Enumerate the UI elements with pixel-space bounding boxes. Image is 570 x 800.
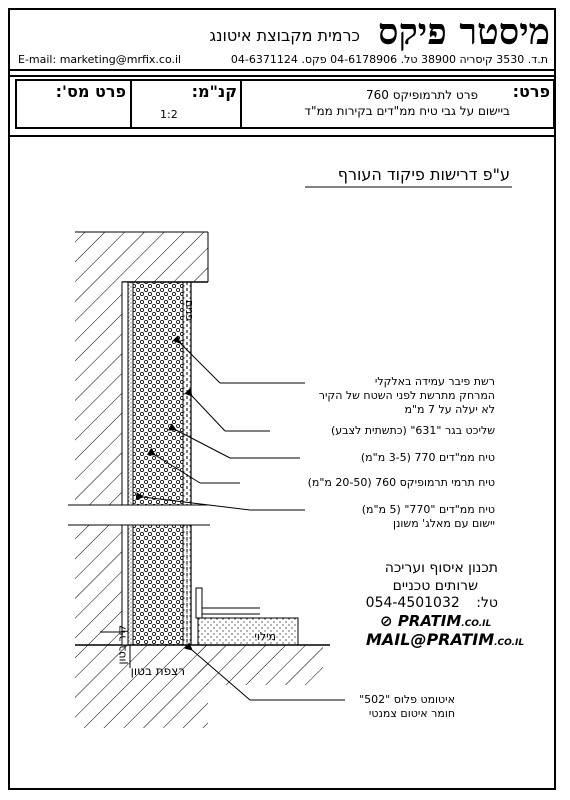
brand-name: PRATIM — [397, 612, 462, 630]
brand-mail — [366, 630, 524, 649]
callout-line: טיח ממ"דים 770 (3-5 מ"מ) — [360, 451, 495, 464]
label-concrete-floor: רצפת בטון — [130, 664, 185, 678]
concrete-floor — [198, 645, 323, 685]
callout-line: המרחק מתרשת לפני השטח של הקיר — [318, 389, 495, 402]
callout-thermal-plaster — [308, 476, 495, 489]
brand-suffix: .CO.IL — [461, 619, 492, 629]
contact-line: ת.ד. 3530 קיסריה 38900 טל. 04-6178906 פקס. 04-6371124 — [230, 53, 548, 66]
label-concrete-wall: קיר בטון — [115, 625, 128, 665]
detail-number-label: פרט מס': — [55, 82, 126, 101]
detail-title-line1: פרט לתרמופיקס 760 — [366, 88, 478, 102]
callout-line: לא יעלה על 7 מ"מ — [404, 403, 495, 416]
callout-shelter-plaster-thin — [361, 451, 495, 464]
phone-number: 054-4501032 — [365, 595, 460, 611]
callout-line: איטומט פלוס "502" — [359, 693, 455, 706]
callout-sealant — [359, 693, 455, 721]
credits-phone-row — [366, 595, 498, 611]
callout-line: רשת פיבר עמידה באלקלי — [374, 375, 495, 388]
label-plinth: מילוי — [254, 630, 276, 643]
scale-label: קנ"מ: — [191, 82, 237, 101]
callout-finish-coat — [331, 424, 495, 437]
callout-line: שליכט בגר "631" (כתשתית לצבע) — [330, 424, 495, 437]
mail-name: MAIL@PRATIM — [366, 630, 495, 649]
thermal-plaster-upper — [133, 282, 183, 505]
callout-line: טיח ממ"דים "770" (5 מ"מ) — [361, 503, 495, 516]
skirting — [196, 588, 202, 618]
credits-line1: תכנון איסוף ועריכה — [384, 560, 498, 576]
callout-mesh — [319, 375, 495, 417]
detail-label: פרט: — [512, 82, 550, 101]
scale-value: 1:2 — [160, 108, 178, 121]
callout-shelter-plaster — [362, 503, 495, 531]
label-interior: פנים — [183, 300, 196, 322]
callout-line: יישום עם מאלג' משונן — [393, 517, 495, 530]
callout-line: חומר איטום צמנטי — [368, 707, 455, 720]
mail-suffix: .CO.IL — [494, 638, 525, 648]
floor-fill — [198, 618, 298, 645]
drawing-subtitle: ע"פ דרישות פיקוד העורף — [337, 165, 510, 184]
credits-line2: שרותים טכניים — [392, 578, 478, 594]
company-name: מיסטר פיקס — [378, 11, 550, 53]
thermal-plaster-lower — [133, 525, 183, 645]
brand-icon: ⊘ — [380, 612, 393, 630]
email-address: E-mail: marketing@mrfix.co.il — [18, 53, 182, 66]
callout-line: טיח תרמי תרמופיקס 760 (20-50 מ"מ) — [307, 476, 495, 489]
phone-label: טל: — [476, 595, 498, 611]
detail-title-line2: ביישום על גבי טיח ממ"דים בקירות ממ"ד — [304, 104, 510, 118]
company-tagline: כרמית מקבוצת איטונג — [209, 26, 360, 45]
brand-logo — [380, 612, 491, 630]
